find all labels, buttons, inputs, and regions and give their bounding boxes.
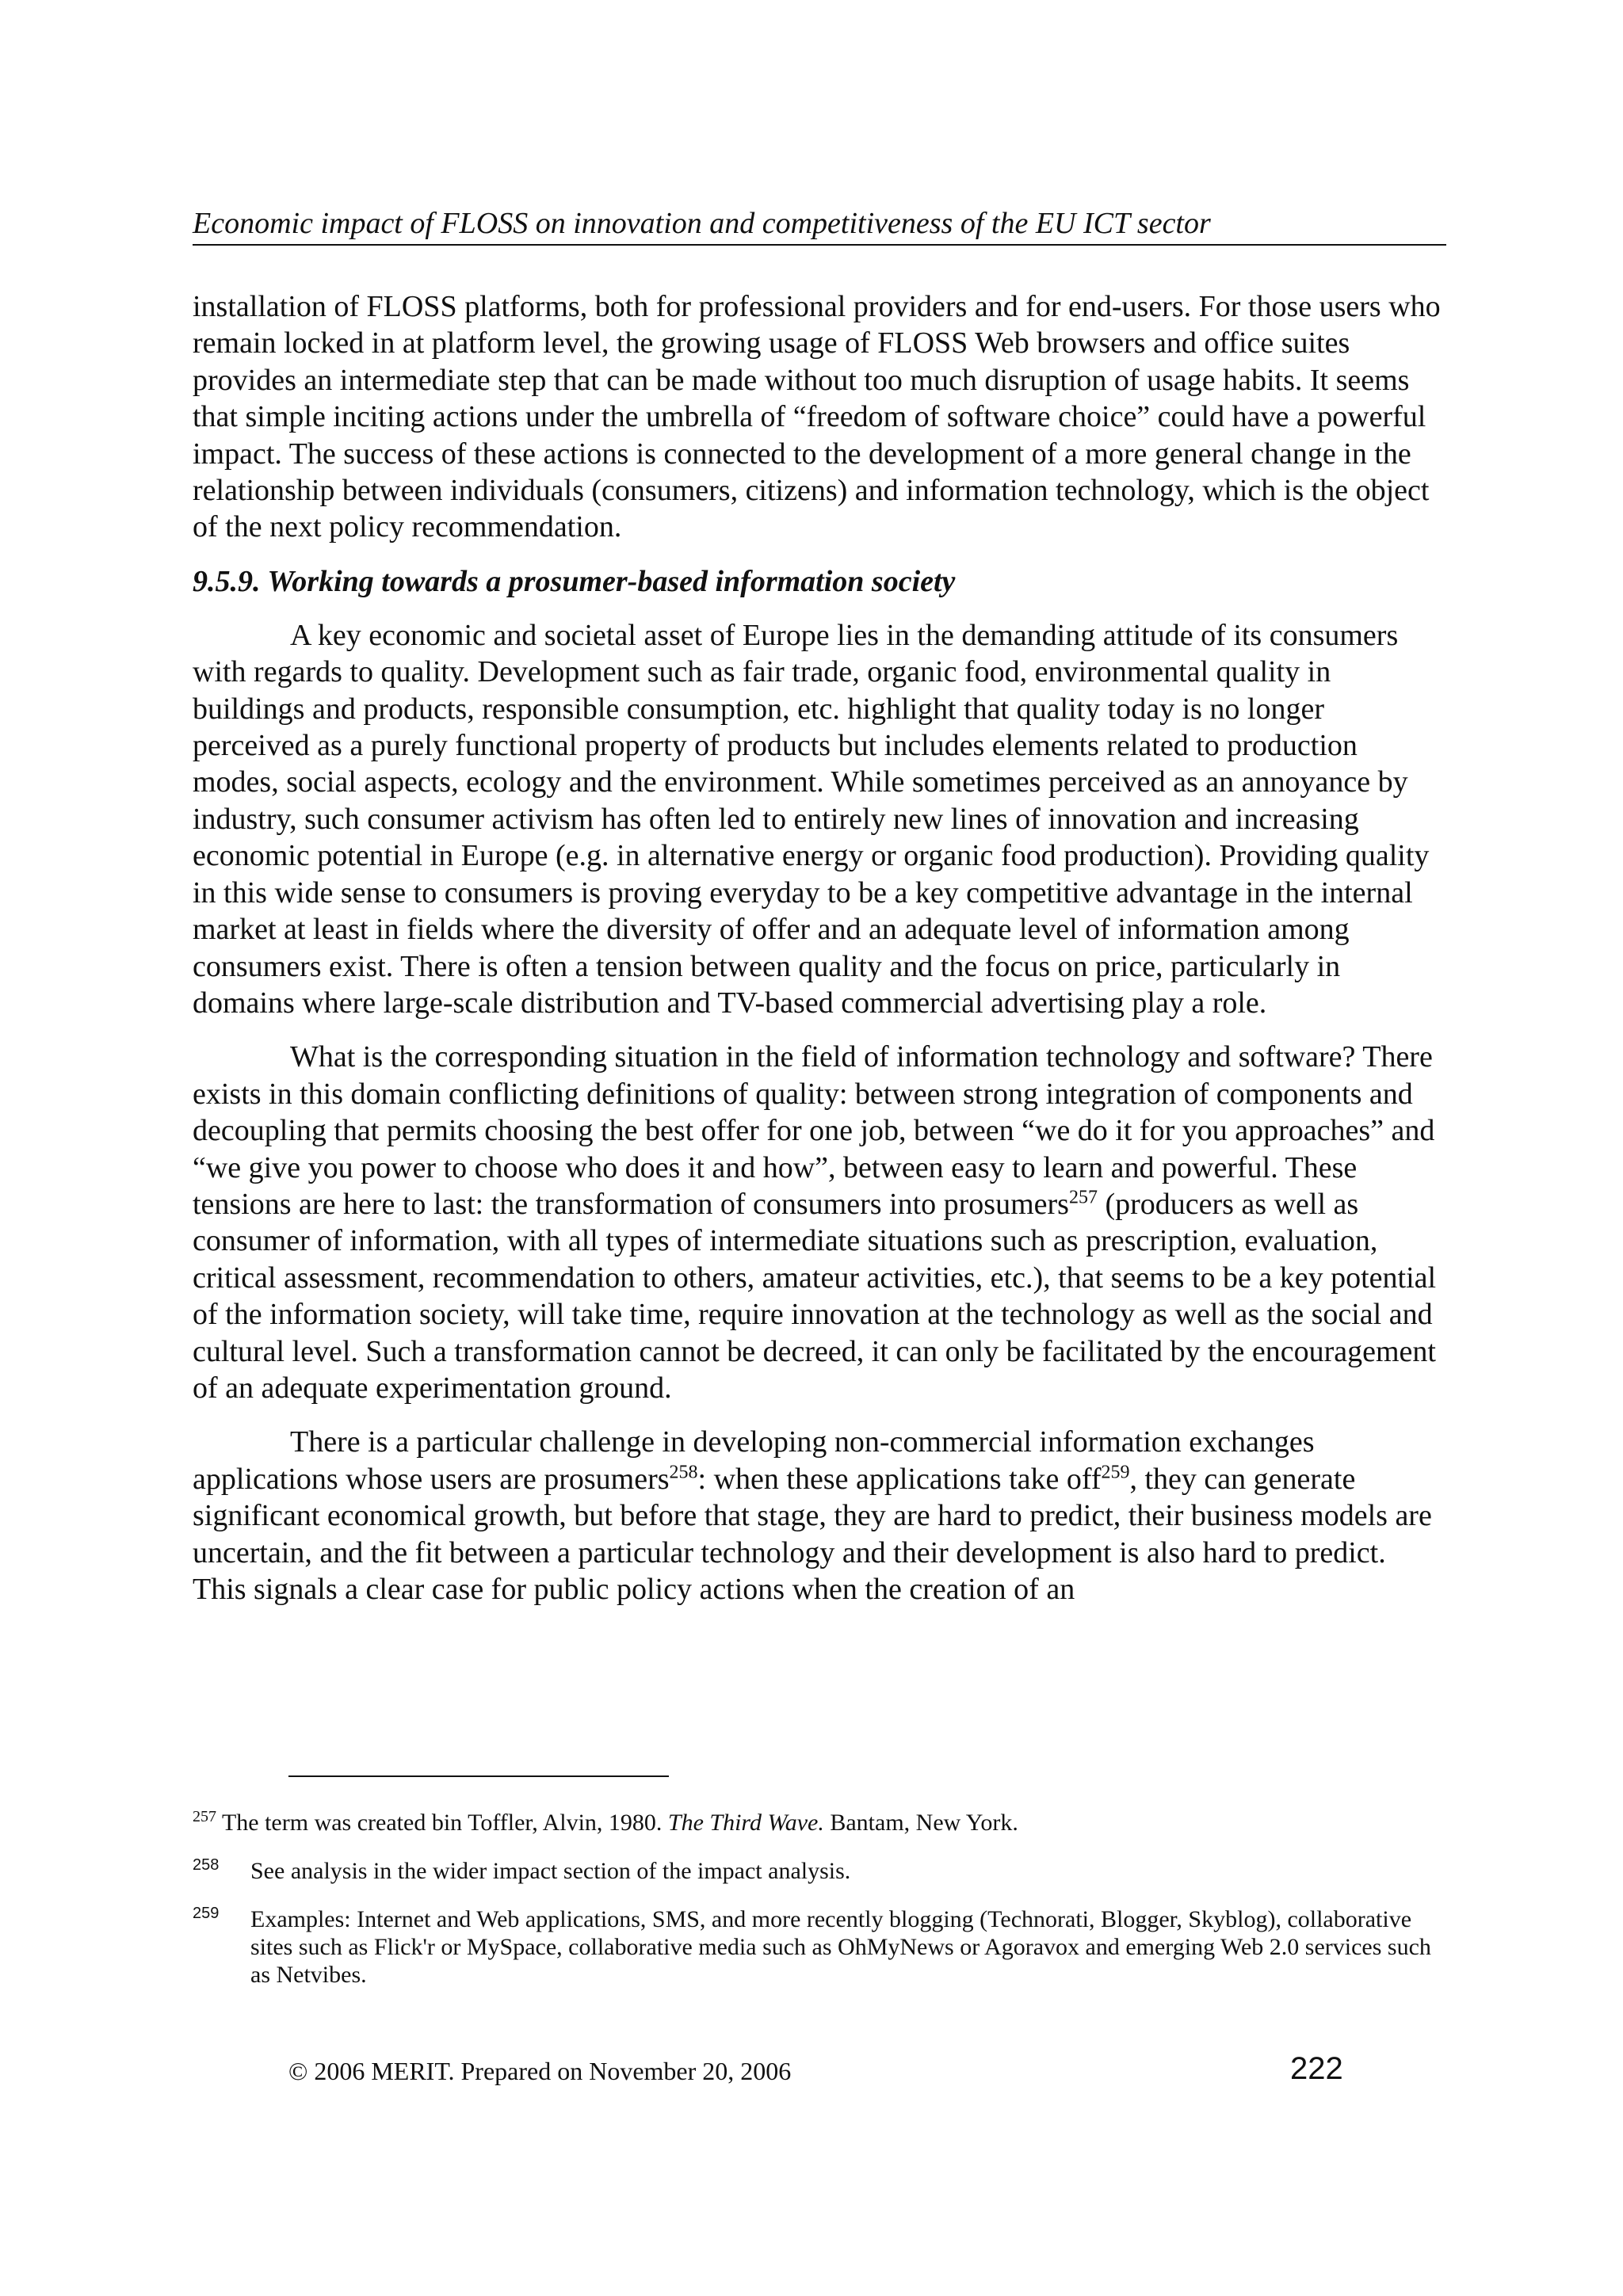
body-text (193, 288, 1446, 1608)
footnote-257 (193, 1809, 1446, 1836)
paragraph-4-text-a: There is a particular challenge in developing non-commercial information exchanges applications whose users are prosumers (193, 1425, 1315, 1496)
footnote-text: The term was created bin Toffler, Alvin, 1980. (216, 1810, 668, 1836)
footnotes (193, 1809, 1446, 2009)
paragraph-1: installation of FLOSS platforms, both for professional providers and for end-users. For those users who remain locked in at platform level, the growing usage of FLOSS Web browsers and office suites provides an intermediate step that can be made without too much disruption of usage habits. It seems that simple inciting actions under the umbrella of “freedom of software choice” could have a powerful impact. The success of these actions is connected to the development of a more general change in the relationship between individuals (consumers, citizens) and information technology, which is the object of the next policy recommendation. (193, 290, 1441, 544)
footnote-text: See analysis in the wider impact section of the impact analysis. (250, 1858, 851, 1884)
footnote-text: Bantam, New York. (823, 1810, 1018, 1836)
footnote-258 (193, 1857, 1446, 1885)
copyright-footer: © 2006 MERIT. Prepared on November 20, 2006 (288, 2057, 792, 2085)
page-number: 222 (1290, 2051, 1343, 2086)
paragraph-3-text-b: (producers as well as consumer of information, with all types of intermediate situations such as prescription, evaluation, critical assessment, recommendation to others, amateur activities, etc.), that seems to be a key potential of the information society, will take time, require innovation at the technology as well as the social and cultural level. Such a transformation cannot be decreed, it can only be facilitated by the encouragement of an adequate experimentation ground. (193, 1187, 1437, 1405)
footnote-259 (193, 1905, 1446, 1989)
footnote-ref-259[interactable]: 259 (1101, 1462, 1130, 1483)
footnote-ref-258[interactable]: 258 (669, 1462, 698, 1483)
paragraph-3 (193, 1039, 1446, 1406)
paragraph-4 (193, 1424, 1446, 1608)
footnote-text: Examples: Internet and Web applications, SMS, and more recently blogging (Technorati, Blogger, Skyblog), collaborative sites such as Flick'r or MySpace, collaborative media such as OhMyNews or Agoravox and emerging Web 2.0 services such as Netvibes. (250, 1906, 1431, 1988)
paragraph-2: A key economic and societal asset of Europe lies in the demanding attitude of its consumers with regards to quality. Development such as fair trade, organic food, environmental quality in buildings and products, responsible consumption, etc. highlight that quality today is no longer perceived as a purely functional property of products but includes elements related to production modes, social aspects, ecology and the environment. While sometimes perceived as an annoyance by industry, such consumer activism has often led to entirely new lines of innovation and increasing economic potential in Europe (e.g. in alternative energy or organic food production). Providing quality in this wide sense to consumers is proving everyday to be a key competitive advantage in the internal market at least in fields where the diversity of offer and an adequate level of information among consumers exist. There is often a tension between quality and the focus on price, particularly in domains where large-scale distribution and TV-based commercial advertising play a role. (193, 618, 1430, 1020)
footnote-number: 258 (193, 1856, 220, 1874)
section-heading: 9.5.9. Working towards a prosumer-based information society (193, 564, 956, 598)
header-rule (193, 244, 1446, 246)
footnote-book-title: The Third Wave. (667, 1810, 824, 1836)
paragraph-4-text-c: , they can generate significant economical growth, but before that stage, they are hard to predict, their business models are uncertain, and the fit between a particular technology and their development is also hard to predict. This signals a clear case for public policy actions when the creation of an (193, 1462, 1432, 1606)
footnote-separator (288, 1775, 669, 1777)
paragraph-3-text-a: What is the corresponding situation in the field of information technology and software? There exists in this domain conflicting definitions of quality: between strong integration of components and decoupling that permits choosing the best offer for one job, between “we do it for you approaches” and “we give you power to choose who does it and how”, between easy to learn and powerful. These tensions are here to last: the transformation of consumers into prosumers (193, 1040, 1435, 1221)
footnote-ref-257[interactable]: 257 (1068, 1187, 1098, 1208)
running-header: Economic impact of FLOSS on innovation and competitiveness of the EU ICT sector (193, 207, 1211, 240)
footnote-number: 257 (193, 1808, 216, 1825)
paragraph-4-text-b: : when these applications take off (697, 1462, 1102, 1496)
footnote-number: 259 (193, 1905, 220, 1922)
